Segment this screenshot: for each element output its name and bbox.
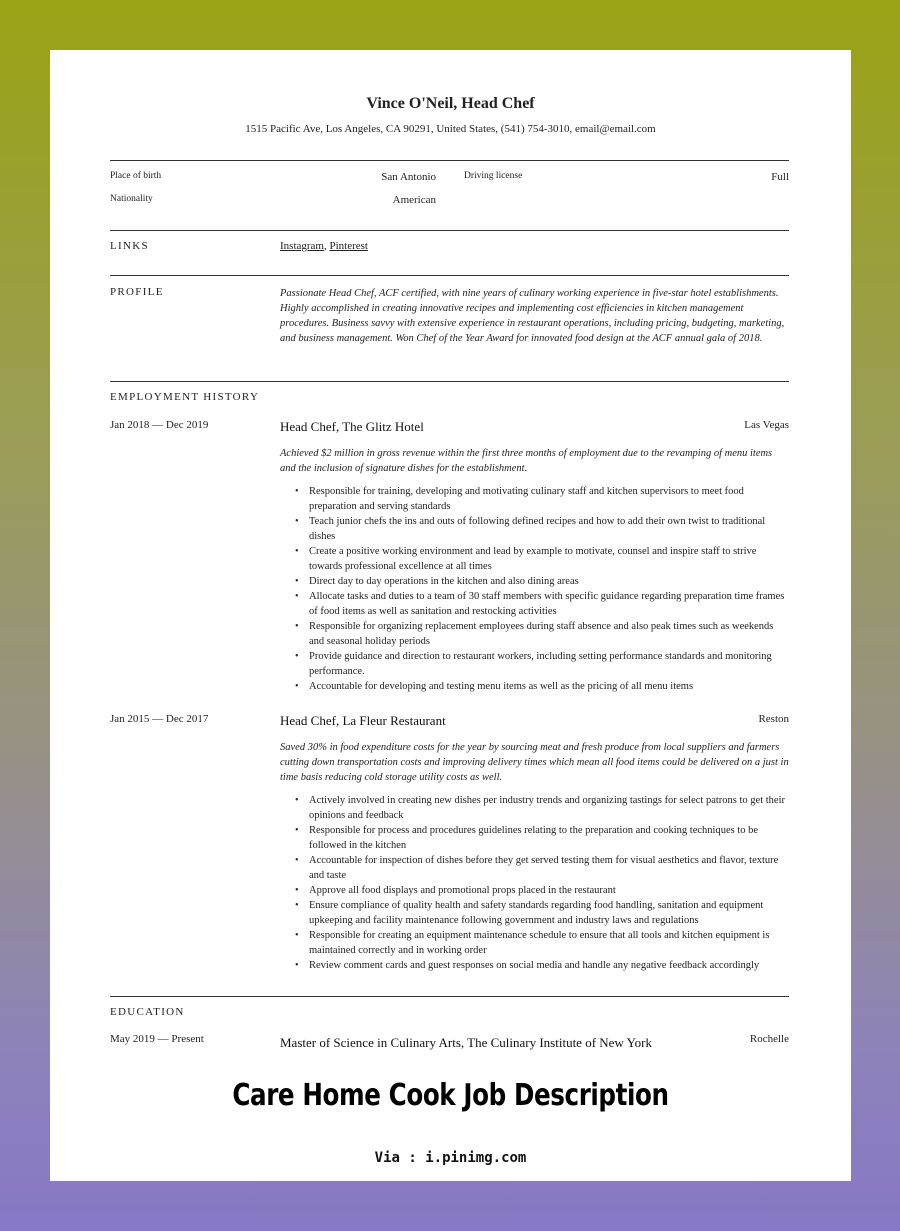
employment-heading: EMPLOYMENT HISTORY: [110, 391, 260, 403]
profile-heading: PROFILE: [110, 286, 164, 298]
job-duties-list: [280, 484, 790, 694]
instagram-link[interactable]: Instagram: [280, 240, 324, 252]
education-degree: Master of Science in Culinary Arts, The Culinary Institute of New York: [280, 1035, 653, 1050]
nationality-label: Nationality: [110, 194, 153, 204]
job-location: Reston: [758, 713, 789, 725]
list-item: • Review comment cards and guest responses on social media and handle any negative feedback accordingly: [280, 958, 790, 973]
resume-name: Vince O'Neil, Head Chef: [366, 95, 535, 112]
divider: [110, 230, 789, 231]
list-item: • Responsible for training, developing and motivating culinary staff and kitchen supervisors to meet food preparation and serving standards: [280, 484, 790, 514]
source-credit: Via : i.pinimg.com: [374, 1150, 527, 1166]
job-title: Head Chef, The Glitz Hotel: [280, 419, 424, 434]
divider: [110, 996, 789, 997]
list-item: • Accountable for developing and testing menu items as well as the pricing of all menu items: [280, 679, 790, 694]
education-location: Rochelle: [749, 1033, 789, 1045]
caption-title: Care Home Cook Job Description: [232, 1078, 669, 1113]
link-separator: ,: [323, 240, 327, 252]
list-item: • Responsible for creating an equipment maintenance schedule to ensure that all tools and kitchen equipment is maintained correctly and in working order: [280, 928, 790, 958]
contact-line: 1515 Pacific Ave, Los Angeles, CA 90291, United States, (541) 754-3010, email@email.com: [245, 123, 656, 135]
list-item: • Approve all food displays and promotional props placed in the restaurant: [280, 883, 790, 898]
list-item: • Ensure compliance of quality health and safety standards regarding food handling, sanitation and equipment upkeeping and facility maintenance following government and industry laws and regulations: [280, 898, 790, 928]
list-item: • Actively involved in creating new dishes per industry trends and organizing tastings for select patrons to get their opinions and feedback: [280, 793, 790, 823]
driving-license-value: Full: [771, 171, 789, 183]
pinterest-link[interactable]: Pinterest: [329, 240, 368, 252]
list-item: • Responsible for process and procedures guidelines relating to the preparation and cooking techniques to be followed in the kitchen: [280, 823, 790, 853]
place-of-birth-label: Place of birth: [110, 171, 162, 181]
education-heading: EDUCATION: [110, 1006, 185, 1018]
job-dates: Jan 2018 — Dec 2019: [110, 419, 209, 431]
driving-license-label: Driving license: [464, 171, 523, 181]
list-item: • Responsible for organizing replacement employees during staff absence and also peak times such as weekends and seasonal holiday periods: [280, 619, 790, 649]
divider: [110, 381, 789, 382]
list-item: • Provide guidance and direction to restaurant workers, including setting performance standards and monitoring performance.: [280, 649, 790, 679]
divider: [110, 160, 789, 161]
profile-text: Passionate Head Chef, ACF certified, with nine years of culinary working experience in five-star hotel establishments. Highly accomplished in creating innovative recipes and implementing cost efficiencies in kitchen management procedures. Business savvy with extensive experience in restaurant operations, including pricing, budgeting, marketing, and business management. Won Chef of the Year Award for innovated food design at the ACF annual gala of 2018.: [280, 288, 785, 344]
list-item: • Teach junior chefs the ins and outs of following defined recipes and how to add their own twist to traditional dishes: [280, 514, 790, 544]
divider: [110, 275, 789, 276]
job-summary: Achieved $2 million in gross revenue within the first three months of employment due to the revamping of menu items and the inclusion of signature dishes for the establishment.: [280, 448, 773, 474]
job-location: Las Vegas: [744, 419, 789, 431]
list-item: • Create a positive working environment and lead by example to motivate, counsel and inspire staff to strive towards professional excellence at all times: [280, 544, 790, 574]
list-item: • Allocate tasks and duties to a team of 30 staff members with specific guidance regarding preparation time frames of food items as well as sanitation and restocking activities: [280, 589, 790, 619]
links-heading: LINKS: [110, 240, 149, 252]
job-dates: Jan 2015 — Dec 2017: [110, 713, 209, 725]
education-dates: May 2019 — Present: [110, 1033, 204, 1045]
job-title: Head Chef, La Fleur Restaurant: [280, 713, 446, 728]
nationality-value: American: [392, 194, 436, 206]
list-item: • Accountable for inspection of dishes before they get served testing them for visual aesthetics and flavor, texture and taste: [280, 853, 790, 883]
job-summary: Saved 30% in food expenditure costs for the year by sourcing meat and fresh produce from local suppliers and farmers cutting down transportation costs and improving delivery times which mean all food items could be delivered on a just in time basis reducing cold storage utility costs as well.: [280, 742, 789, 783]
job-duties-list: [280, 793, 790, 973]
place-of-birth-value: San Antonio: [381, 171, 436, 183]
resume-page: [50, 50, 851, 1181]
links-row: [280, 240, 368, 252]
list-item: • Direct day to day operations in the kitchen and also dining areas: [280, 574, 790, 589]
